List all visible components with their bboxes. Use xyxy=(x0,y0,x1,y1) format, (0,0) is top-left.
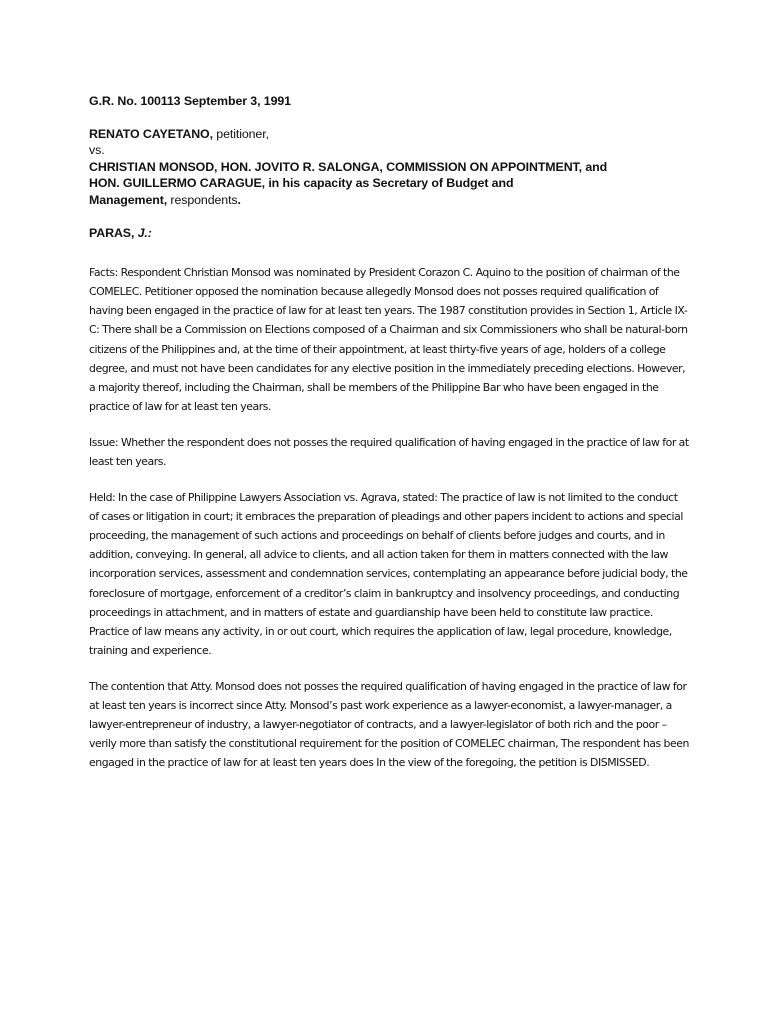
petitioner-role: petitioner, xyxy=(212,126,269,141)
petitioner-name: RENATO CAYETANO, xyxy=(89,126,213,141)
held-paragraph: Held: In the case of Philippine Lawyers Association vs. Agrava, stated: The practice of law is not limited to the conduct of cases or litigation in court; it embraces the preparation of pleadings and other papers incident to actions and special proceeding, the management of such actions and proceedings on behalf of clients before judges and courts, and in addition, conveying. In general, all advice to clients, and all action taken for them in matters connected with the law incorporation services, assessment and condemnation services, contemplating an appearance before judicial body, the foreclosure of mortgage, enforcement of a creditor’s claim in bankruptcy and insolvency proceedings, and conducting proceedings in attachment, and in matters of estate and guardianship have been held to constitute law practice. Practice of law means any activity, in or out court, which requires the application of law, legal procedure, knowledge, training and experience. xyxy=(89,491,688,657)
ponente-name: PARAS, xyxy=(89,225,138,240)
respondent-carague-capacity: in his capacity as Secretary of Budget and xyxy=(265,176,514,191)
issue-paragraph: Issue: Whether the respondent does not posses the required qualification of having engaged in the practice of law for at least ten years. xyxy=(89,435,689,468)
petitioner-line xyxy=(89,126,689,143)
respondents-line-1: CHRISTIAN MONSOD, HON. JOVITO R. SALONGA, COMMISSION ON APPOINTMENT, and xyxy=(89,159,608,174)
respondent-carague: HON. GUILLERMO CARAGUE, xyxy=(89,176,265,191)
parties-block xyxy=(89,126,689,209)
ponente xyxy=(89,225,689,242)
versus-text: vs. xyxy=(89,143,105,158)
respondents-period: . xyxy=(237,192,241,207)
respondent-management: Management, xyxy=(89,192,168,207)
conclusion-paragraph: The contention that Atty. Monsod does not posses the required qualification of having engaged in the practice of law for at least ten years is incorrect since Atty. Monsod’s past work experience as a lawyer-economist, a lawyer-manager, a lawyer-entrepreneur of industry, a lawyer-negotiator of contracts, and a lawyer-legislator of both rich and the poor – verily more than satisfy the constitutional requirement for the position of COMELEC chairman, The respondent has been engaged in the practice of law for at least ten years does In the view of the foregoing, the petition is DISMISSED. xyxy=(89,679,689,770)
ponente-title: J.: xyxy=(137,225,152,240)
respondents-role: respondents xyxy=(167,192,238,207)
facts-paragraph: Facts: Respondent Christian Monsod was nominated by President Corazon C. Aquino to the position of chairman of the COMELEC. Petitioner opposed the nomination because allegedly Monsod does not posses required qualification of having been engaged in the practice of law for at least ten years. The 1987 constitution provides in Section 1, Article IX-C: There shall be a Commission on Elections composed of a Chairman and six Commissioners who shall be natural-born citizens of the Philippines and, at the time of their appointment, at least thirty-five years of age, holders of a college degree, and must not have been candidates for any elective position in the immediately preceding elections. However, a majority thereof, including the Chairman, shall be members of the Philippine Bar who have been engaged in the practice of law for at least ten years. xyxy=(89,266,688,413)
respondents-line-3 xyxy=(89,192,689,209)
decision-body xyxy=(89,263,689,772)
respondents-line-2 xyxy=(89,175,689,192)
case-number: G.R. No. 100113 September 3, 1991 xyxy=(89,94,291,108)
document-page xyxy=(89,93,689,789)
case-header xyxy=(89,93,689,241)
